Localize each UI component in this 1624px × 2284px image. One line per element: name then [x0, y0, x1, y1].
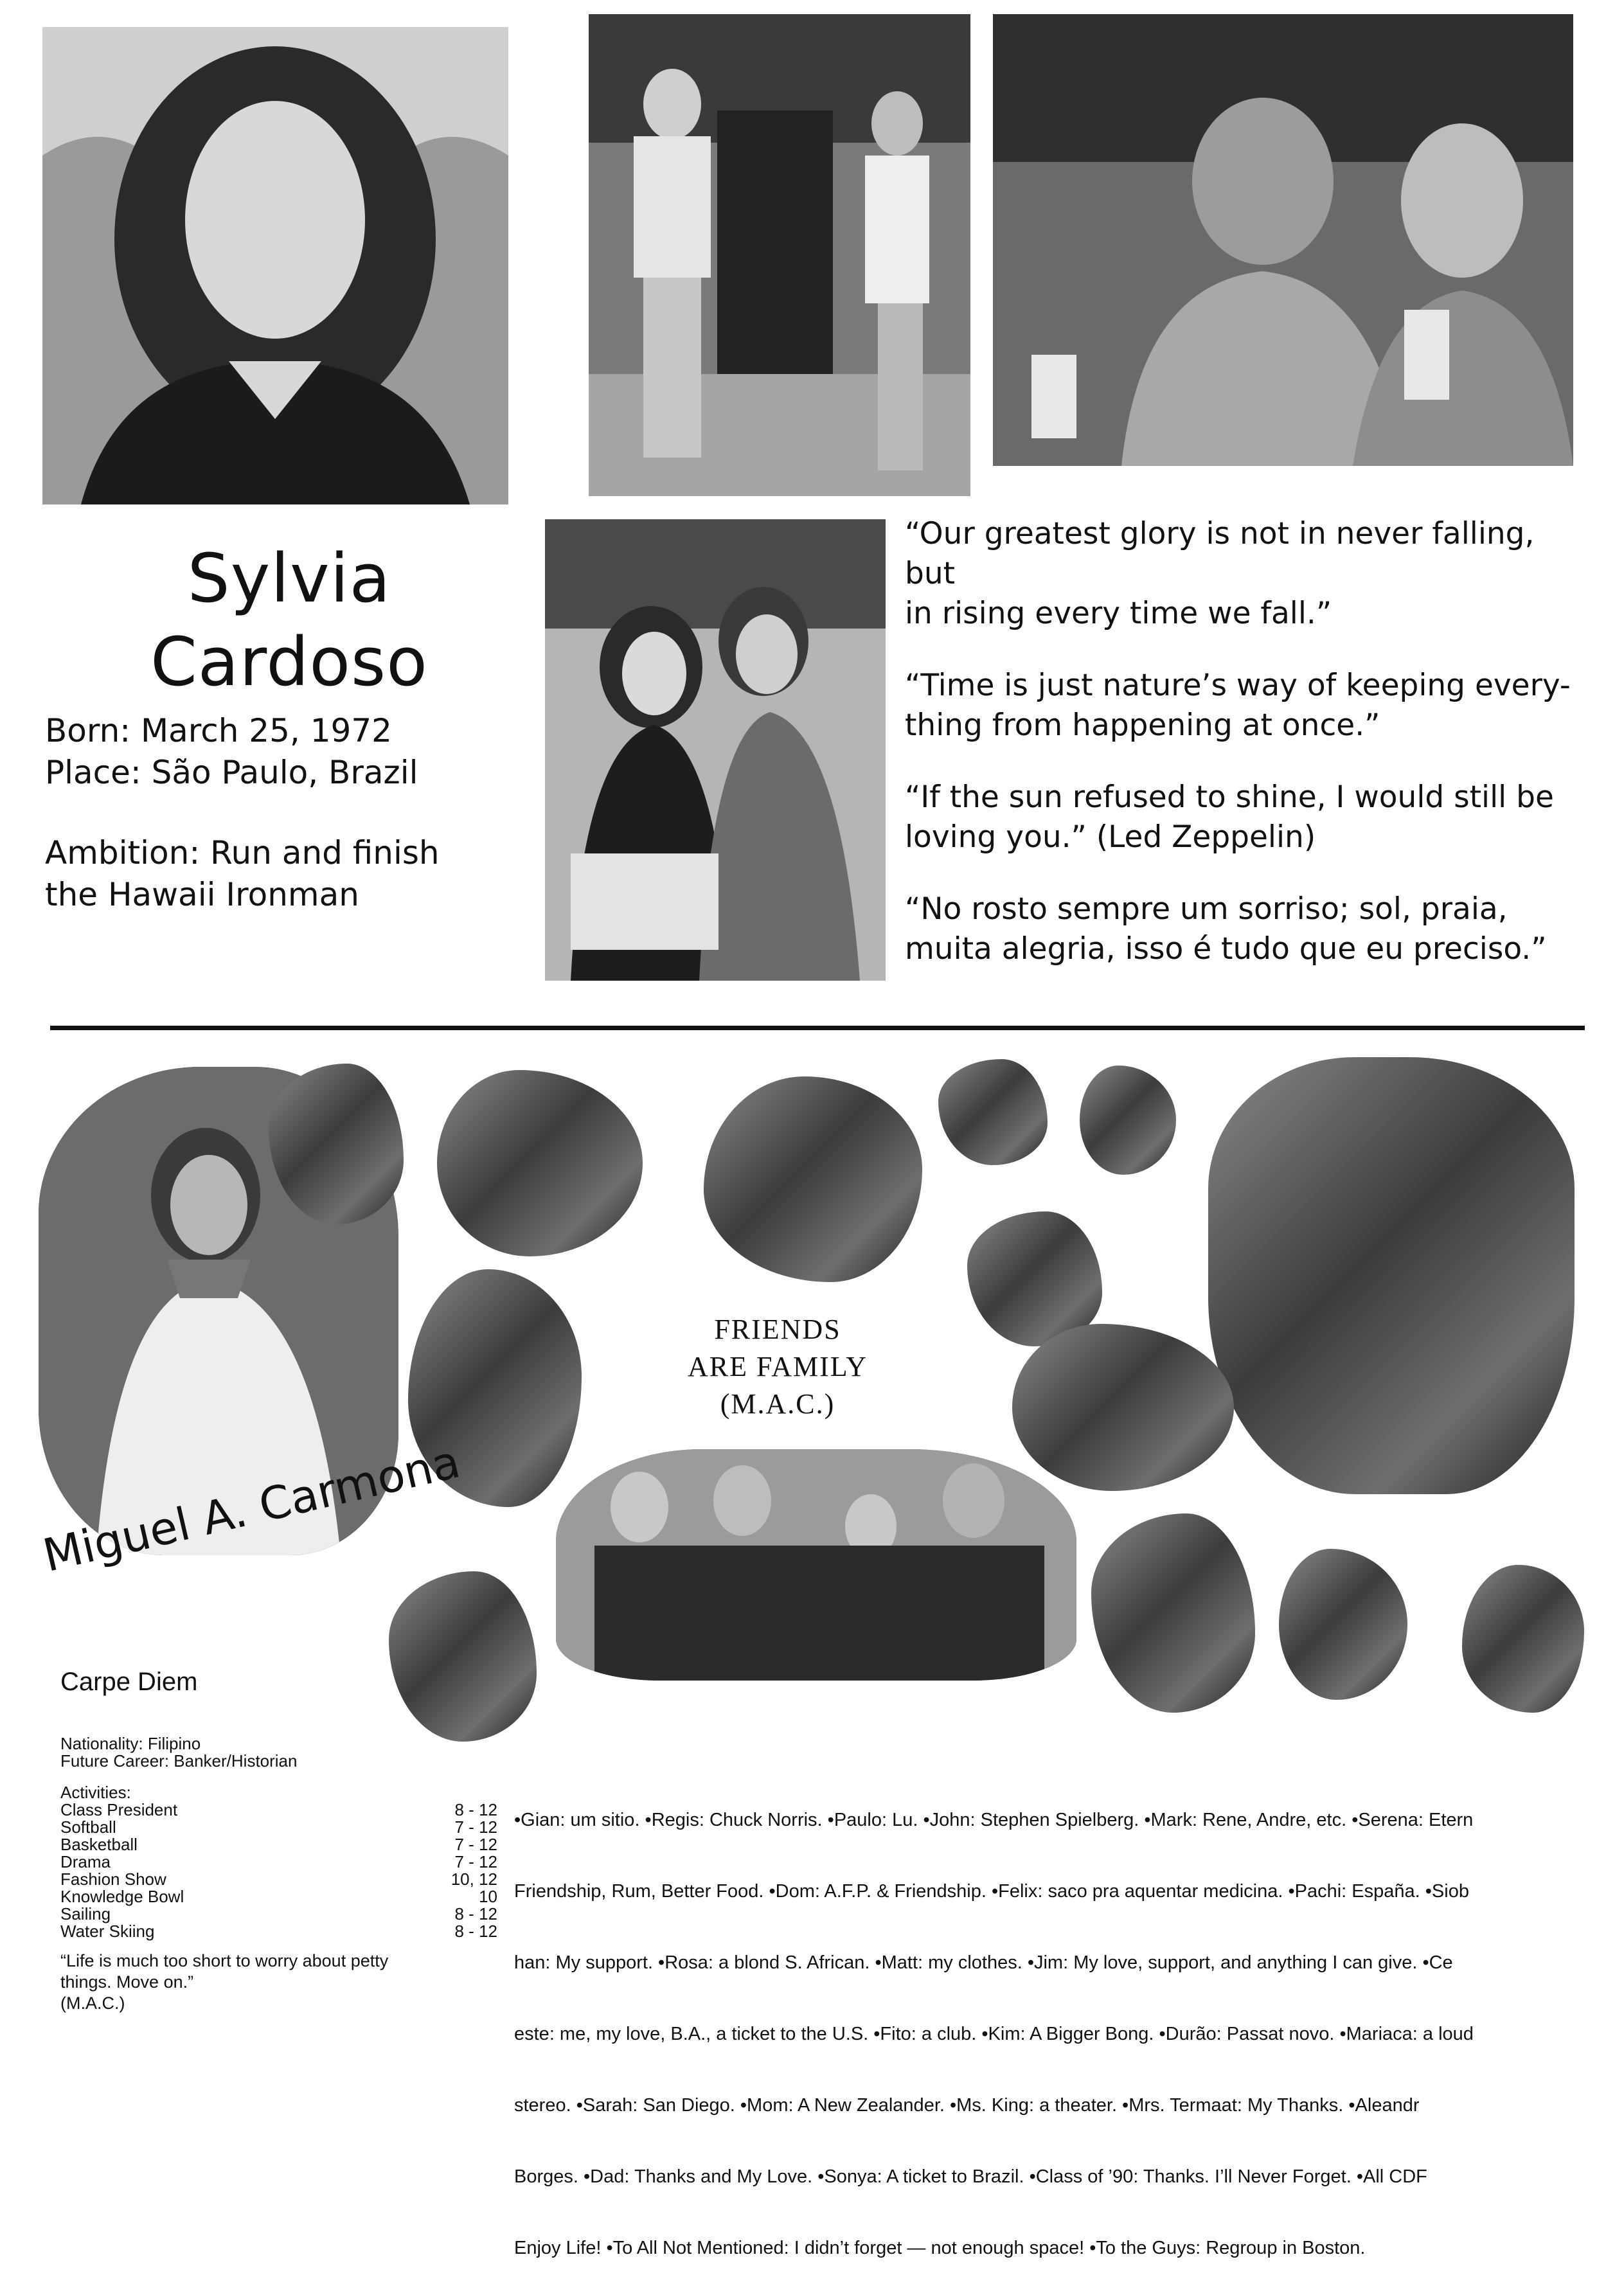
quotes-block [905, 514, 1586, 1001]
quote-1-line2: in rising every time we fall.” [905, 596, 1332, 631]
miguel-quote-line1: “Life is much too short to worry about petty [60, 1951, 389, 1970]
beach-photo-friends [589, 14, 970, 496]
dedication-line: Enjoy Life! •To All Not Mentioned: I didn’t forget — not enough space! •To the Guys: Regroup in Boston. [514, 2238, 1366, 2258]
miguel-activities-title: Activities: [60, 1783, 131, 1802]
collage-photo-boy-suit [1091, 1513, 1255, 1713]
profile-place: Place: São Paulo, Brazil [45, 754, 418, 791]
quote-3-line1: “If the sun refused to shine, I would still be [905, 780, 1554, 815]
collage-photo-group-right [1208, 1057, 1575, 1494]
friends-caption-line3: (M.A.C.) [720, 1388, 835, 1420]
beach-photo-couple [993, 14, 1573, 466]
dedication-line: han: My support. •Rosa: a blond S. African. •Matt: my clothes. •Jim: My love, support, and anything I can give. •Ce [514, 1952, 1453, 1973]
activity-row: Water Skiing 8 - 12 [60, 1922, 497, 1941]
collage-photo-boy-smiling [389, 1571, 537, 1742]
profile-last-name: Cardoso [150, 623, 428, 701]
miguel-nationality: Nationality: Filipino [60, 1734, 201, 1753]
dedication-line: este: me, my love, B.A., a ticket to the U.S. •Fito: a club. •Kim: A Bigger Bong. •Durão: Passat novo. •Mariaca: a loud [514, 2024, 1474, 2044]
collage-photo-guys-thumbs-up [556, 1449, 1076, 1681]
miguel-quote-line3: (M.A.C.) [60, 1994, 125, 2013]
quote-2-line2: thing from happening at once.” [905, 708, 1380, 743]
activity-row: Basketball 7 - 12 [60, 1835, 497, 1854]
quote-4 [905, 889, 1586, 969]
portrait-photo [42, 27, 508, 504]
collage-photo-long-hair [704, 1076, 922, 1282]
profile-first-name: Sylvia [187, 539, 391, 618]
collage-photo-girl-sweater [1279, 1549, 1407, 1700]
miguel-quote [60, 1950, 523, 2014]
friends-caption-line2: ARE FAMILY [687, 1351, 868, 1382]
activity-row: Class President 8 - 12 [60, 1800, 497, 1819]
section-divider [50, 1026, 1585, 1030]
dedications-block [514, 1761, 1607, 2284]
friends-caption-line1: FRIENDS [714, 1314, 841, 1345]
collage-photo-curly-hair [437, 1070, 643, 1256]
dedication-line: •Gian: um sitio. •Regis: Chuck Norris. •Paulo: Lu. •John: Stephen Spielberg. •Mark: Rene, Andre, etc. •Serena: Etern [514, 1810, 1474, 1830]
collage-signature: Miguel A. Carmona [38, 1435, 465, 1582]
friends-caption [656, 1311, 900, 1423]
collage-photo-dog [938, 1059, 1048, 1165]
miguel-career: Future Career: Banker/Historian [60, 1751, 298, 1771]
dedication-line: Borges. •Dad: Thanks and My Love. •Sonya: A ticket to Brazil. •Class of ’90: Thanks. I’ll Never Forget. •All CDF [514, 2166, 1427, 2187]
collage-photo-girl-small [1080, 1066, 1176, 1175]
quote-2-line1: “Time is just nature’s way of keeping every- [905, 668, 1571, 703]
profile-ambition-line2: the Hawaii Ironman [45, 876, 359, 913]
miguel-quote-line2: things. Move on.” [60, 1972, 194, 1992]
quote-3 [905, 778, 1586, 857]
activity-row: Softball 7 - 12 [60, 1817, 497, 1837]
quote-3-line2: loving you.” (Led Zeppelin) [905, 819, 1316, 855]
miguel-details [60, 1735, 497, 1940]
profile-born: Born: March 25, 1972 [45, 712, 392, 749]
activity-row: Fashion Show 10, 12 [60, 1869, 497, 1889]
quote-4-line1: “No rosto sempre um sorriso; sol, praia, [905, 891, 1508, 927]
miguel-motto: Carpe Diem [60, 1668, 198, 1696]
quote-2 [905, 666, 1586, 745]
activity-row: Drama 7 - 12 [60, 1852, 497, 1871]
activity-row: Sailing 8 - 12 [60, 1904, 497, 1923]
dedication-line: Friendship, Rum, Better Food. •Dom: A.F.P. & Friendship. •Felix: saco pra aquentar medicina. •Pachi: España. •Siob [514, 1881, 1469, 1902]
couple-photo [545, 519, 886, 981]
profile-ambition-line1: Ambition: Run and finish [45, 834, 440, 871]
quote-4-line2: muita alegria, isso é tudo que eu preciso.” [905, 931, 1547, 967]
quote-1-line1: “Our greatest glory is not in never falling, but [905, 516, 1535, 591]
quote-1 [905, 514, 1586, 634]
activity-row: Knowledge Bowl 10 [60, 1887, 497, 1906]
collage-photo-boy-right [1462, 1565, 1584, 1713]
dedication-line: stereo. •Sarah: San Diego. •Mom: A New Zealander. •Ms. King: a theater. •Mrs. Termaat: My Thanks. •Aleandr [514, 2095, 1420, 2116]
collage-photo-couple-smiling [1012, 1324, 1234, 1491]
